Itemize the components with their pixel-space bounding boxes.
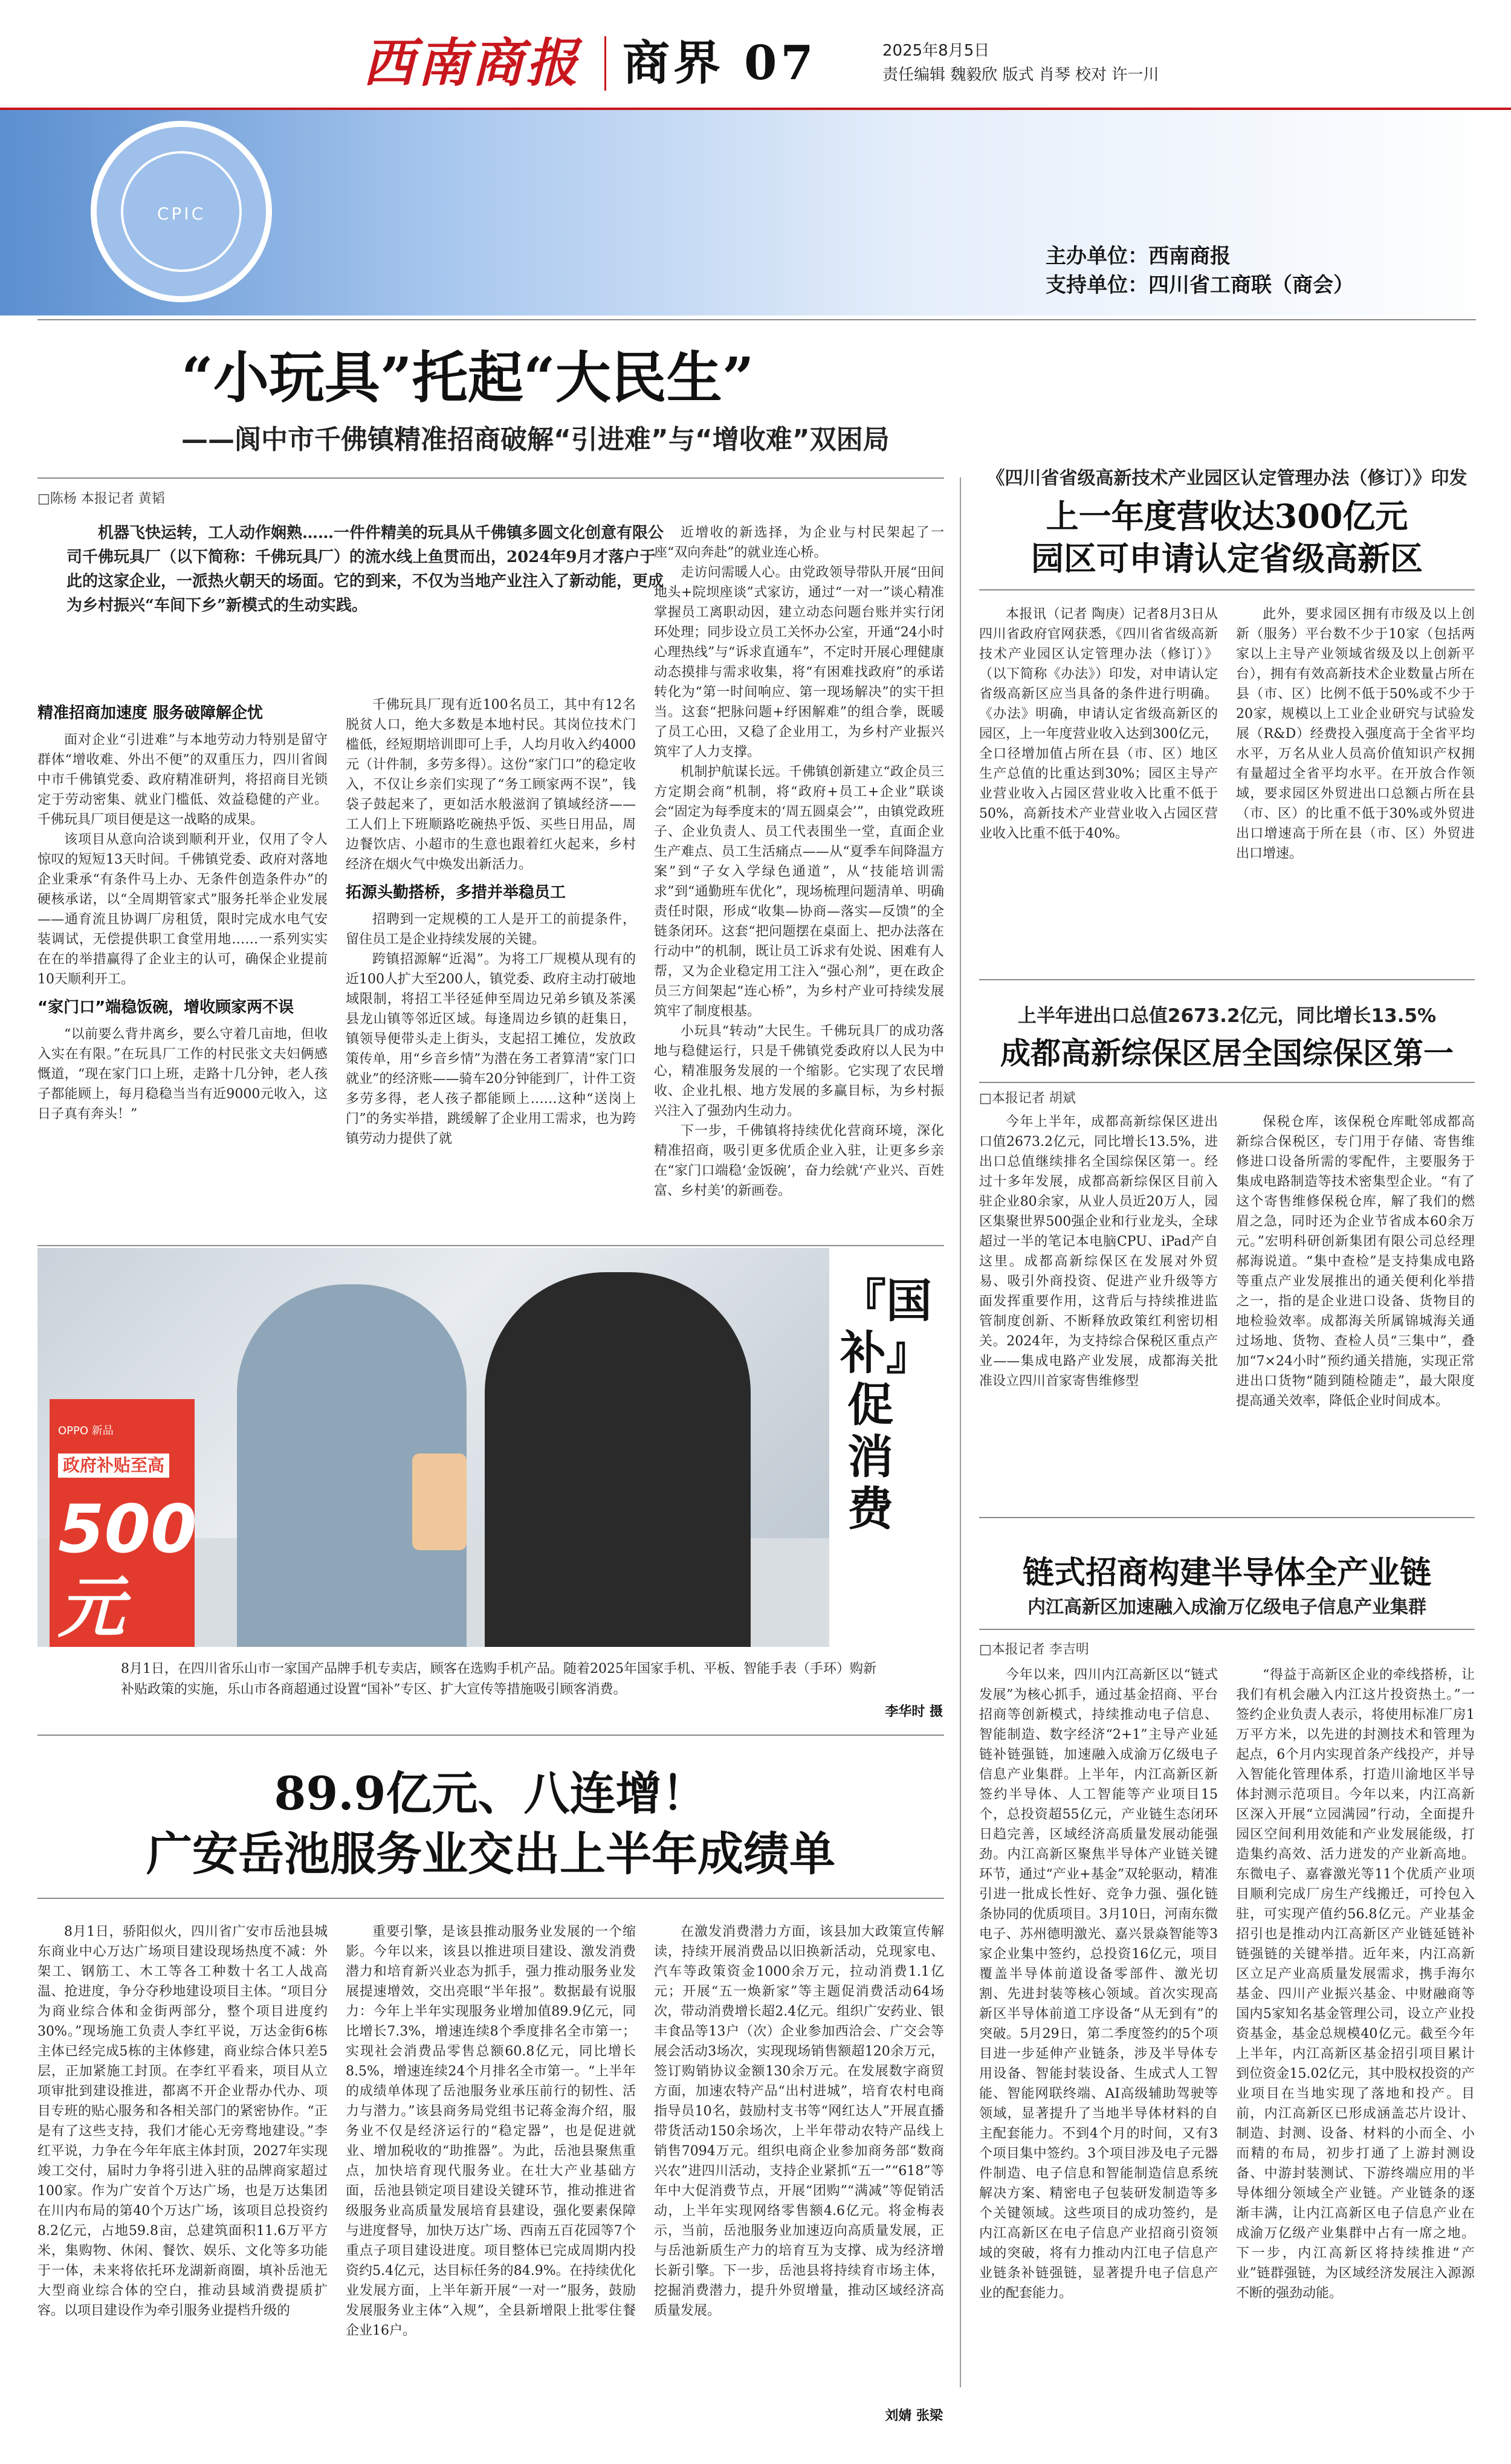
main-paragraph: 该项目从意向洽谈到顺利开业，仅用了令人惊叹的短短13天时间。千佛镇党委、政府对落地企业秉承“有条件马上办、无条件创造条件办”的硬核承诺，以“全周期管家式”服务托举企业发展——通育流且协调厂房租赁，限时完成水电气安装调试，无偿提供职工食堂用地……一系列实实在在的举措赢得了企业主的认可，确保企业提前10天顺利开工。	[37, 832, 328, 987]
main-paragraph: 面对企业“引进难”与本地劳动力特别是留守群体“增收难、外出不便”的双重压力，四川省阆中市千佛镇党委、政府精准研判，将招商目光锁定于劳动密集、就业门槛低、效益稳健的产业。千佛玩具厂项目便是这一战略的成果。	[37, 732, 328, 827]
guangan-column-1	[37, 1922, 328, 2442]
neijiang-column-1	[979, 1665, 1218, 2439]
main-headline-rule	[37, 477, 944, 479]
gaoxin-headline-1: 上一年度营收达300亿元	[1046, 497, 1408, 535]
customer-figure	[485, 1272, 751, 1647]
main-subheading-2: “家门口”端稳饭碗，增收顾家两不误	[37, 998, 294, 1017]
guangan-paragraph: 重要引擎，是该县推动服务业发展的一个缩影。今年以来，该县以推进项目建设、激发消费潜力和培育新兴业态为抓手，强力推动服务业发展提速增效，交出亮眼“半年报”。数据最有说服力：今年上半年实现服务业增加值89.9亿元，同比增长7.3%，增速连续8个季度排名全市第一；实现社会消费品零售总额60.8亿元，同比增长8.5%，增速连续24个月排名全市第一。“上半年的成绩单体现了岳池服务业承压前行的韧性、活力与潜力。”该县商务局党组书记蒋金海介绍，服务业不仅是经济运行的“稳定器”，也是促进就业、增加税收的“助推器”。为此，岳池县聚焦重点，加快培育现代服务业。在壮大产业基础方面，岳池县锁定项目建设关键环节，推动推进省级服务业高质量发展培育县建设，强化要素保障与进度督导，加快万达广场、西南五百花园等7个重点子项目建设进度。项目整体已完成周期内投资约5.4亿元，达目标任务的84.9%。在持续优化业发展方面，上半年新开展“一对一”服务，鼓励发展服务业主体“入规”，全县新增限上批零住餐企业16户。	[346, 1924, 636, 2338]
main-column-2	[346, 695, 636, 1239]
main-subheading-3: 拓源头勤搭桥，多措并举稳员工	[346, 884, 566, 902]
guangan-column-2	[346, 1922, 636, 2442]
main-paragraph: 千佛玩具厂现有近100名员工，其中有12名脱贫人口，绝大多数是本地村民。其岗位技术门槛低，经短期培训即可上手，人均月收入约4000元（计件制，多劳多得）。这份“家门口”的稳定收入，不仅让乡亲们实现了“务工顾家两不误”，钱袋子鼓起来了，更如活水般滋润了镇域经济——工人们上下班顺路吃碗热乎饭、买些日用品，周边餐饮店、小超市的生意也跟着红火起来，乡村经济在烟火气中焕发出新活力。	[346, 697, 636, 872]
promo-label: 政府补贴至高	[58, 1454, 169, 1478]
guangan-paragraph: 在激发消费潜力方面，该县加大政策宣传解读，持续开展消费品以旧换新活动，兑现家电、汽车等政策资金1000余万元，拉动消费1.1亿元；开展“五一焕新家”等主题促消费活动64场次，带动消费增长超2.4亿元。组织广安药业、银丰食品等13户（次）企业参加西洽会、广交会等展会活动3场次，实现现场销售额超120余万元，签订购销协议金额130余万元。在发展数字商贸方面，加速农特产品“出村进城”，培育农村电商指导员10名，鼓励村支书等“网红达人”开展直播带货活动150余场次，上半年带动农特产品线上销售7094万元。组织电商企业参加商务部“数商兴农”进四川活动，支持企业紧抓“五一”“618”等年中大促消费节点，开展“团购”“满减”等促销活动，上半年实现网络零售额4.6亿元。将金梅表示，当前，岳池服务业加速迈向高质量发展，正与岳池新质生产力的培育互为支撑、成为经济增长新引擎。下一步，岳池县将持续育市场主体，挖掘消费潜力，提升外贸增量，推动区域经济高质量发展。	[654, 1924, 944, 2318]
masthead-separator	[604, 36, 606, 91]
main-paragraph: 小玩具“转动”大民生。千佛玩具厂的成功落地与稳健运行，只是千佛镇党委政府以人民为中心，精准服务发展的一个缩影。它实现了农民增收、企业扎根、地方发展的多赢目标，为乡村振兴注入了强劲内生动力。	[654, 1024, 944, 1119]
gaoxin-column-1	[979, 604, 1218, 907]
guangan-headline-1: 89.9亿元、八连增！	[274, 1767, 708, 1820]
gaoxin-paragraph: 本报讯（记者 陶庚）记者8月3日从四川省政府官网获悉，《四川省省级高新技术产业园区认定管理办法（修订）》（以下简称《办法》）印发，对申请认定省级高新区应当具备的条件进行明确。《办法》明确，申请认定省级高新区的园区，上一年度营业收入达到300亿元，全口径增加值占所在县（市、区）地区生产总值的比重达到30%；园区主导产业营业收入占园区营业收入比重不低于50%，高新技术产业营业收入占园区营业收入比重不低于40%。	[979, 607, 1218, 841]
main-subheadline: ——阆中市千佛镇精准招商破解“引进难”与“增收难”双困局	[181, 424, 890, 455]
main-paragraph: “以前要么背井离乡，要么守着几亩地，但收入实在有限。”在玩具厂工作的村民张文夫妇俩感慨道，“现在家门口上班，走路十几分钟，老人孩子都能顾上，每月稳稳当当有近9000元收入，这日子真有奔头！”	[37, 1027, 328, 1122]
column-divider	[960, 477, 961, 2387]
guangan-paragraph: 8月1日，骄阳似火，四川省广安市岳池县城东商业中心万达广场项目建设现场热度不减：外架工、钢筋工、木工等各工种数十名工人战高温、抢进度，争分夺秒地建设项目主体。“项目分为商业综合体和金街两部分，整个项目进度约30%。”现场施工负责人李红平说，万达金街6栋主体已经完成5栋的主体修建，商业综合体只差5层，正加紧施工封顶。在李红平看来，项目从立项审批到建设推进，都离不开企业帮办代办、项目专班的贴心服务和各相关部门的紧密协作。“正是有了这些支持，我们才能心无旁骛地建设。”李红平说，力争在今年年底主体封顶，2027年实现竣工交付，届时力争将引进入驻的品牌商家超过100家。作为广安首个万达广场，也是万达集团在川内布局的第40个万达广场，该项目总投资约8.2亿元，占地59.8亩，总建筑面积11.6万平方米，集购物、休闲、餐饮、娱乐、文化等多功能于一体，未来将依托环龙湖新商圈，填补岳池无大型商业综合体的空白，推动县域消费提质扩容。以项目建设作为牵引服务业提档升级的	[37, 1924, 328, 2318]
neijiang-headline: 链式招商构建半导体全产业链	[1022, 1554, 1431, 1591]
neijiang-byline: □本报记者 李吉明	[979, 1642, 1089, 1657]
photo-top-rule	[37, 1245, 944, 1246]
main-headline: “小玩具”托起“大民生”	[181, 345, 754, 410]
chengdu-column-2	[1236, 1112, 1475, 1487]
section-rule	[979, 1517, 1475, 1518]
chengdu-byline: □本报记者 胡斌	[979, 1091, 1076, 1106]
main-paragraph: 走访问需暖人心。由党政领导带队开展“田间地头+院坝座谈”式家访，通过“一对一”谈心精准掌握员工离职动因，建立动态问题台账并实行闭环处理；同步设立员工关怀办公室，开通“24小时心理热线”与“诉求直通车”，不定时开展心理健康动态摸排与需求收集，将“有困难找政府”的承诺转化为“第一时间响应、第一现场解决”的实干担当。这套“把脉问题+纾困解难”的组合拳，既暖了员工心田，又稳了企业用工，为乡村产业振兴筑牢了人力支撑。	[654, 565, 944, 760]
section-name: 商界 07	[623, 36, 817, 91]
gaoxin-column-2	[1236, 604, 1475, 907]
main-subheading-1: 精准招商加速度 服务破障解企忧	[37, 704, 264, 722]
chengdu-column-1	[979, 1112, 1218, 1487]
emblem-text: CPIC	[121, 151, 242, 272]
main-paragraph: 下一步，千佛镇将持续优化营商环境，深化精准招商，吸引更多优质企业入驻，让更多乡亲在“家门口端稳‘金饭碗’，奋力绘就‘产业兴、百姓富、乡村美’的新画卷。	[654, 1124, 944, 1198]
sponsor-support: 支持单位：四川省工商联（商会）	[1046, 273, 1354, 297]
photo-vertical-title: 『国补』促消费	[840, 1274, 932, 1536]
photo-credit: 李华时 摄	[885, 1704, 943, 1719]
news-photo	[37, 1248, 829, 1647]
main-paragraph: 招聘到一定规模的工人是开工的前提条件，留住员工是企业持续发展的关键。	[346, 912, 636, 947]
chengdu-paragraph: 今年上半年，成都高新综保区进出口值2673.2亿元，同比增长13.5%，进出口总值继续排名全国综保区第一。经过十多年发展，成都高新综保区目前入驻企业80余家，从业人员近20万人，园区集聚世界500强企业和行业龙头，全球超过一半的笔记本电脑CPU、iPad产自这里。成都高新综保区在发展对外贸易、吸引外商投资、促进产业升级等方面发挥重要作用，这背后与持续推进监管制度创新、不断释放政策红利密切相关。2024年，为支持综合保税区重点产业——集成电路产业发展，成都海关批准设立四川首家寄售维修型	[979, 1114, 1218, 1389]
issue-date: 2025年8月5日	[882, 42, 990, 60]
promo-sign	[50, 1399, 195, 1647]
newspaper-logo: 西南商报	[363, 33, 580, 94]
section-rule	[979, 979, 1475, 980]
chengdu-paragraph: 保税仓库，该保税仓库毗邻成都高新综合保税区，专门用于存储、寄售维修进口设备所需的零配件，主要服务于集成电路制造等技术密集型企业。“有了这个寄售维修保税仓库，解了我们的燃眉之急，同时还为企业节省成本60余万元。”宏明科研创新集团有限公司总经理郝海说道。“集中查检”是支持集成电路等重点产业发展推出的通关便利化举措之一，指的是企业进口设备、货物目的地检验效率。成都海关所属锦城海关通过场地、货物、查检人员“三集中”，叠加“7×24小时”预约通关措施，实现正常进出口货物“随到随检随走”，最大限度提高通关效率，降低企业时间成本。	[1236, 1114, 1475, 1409]
editor-credits: 责任编辑 魏毅欣 版式 肖琴 校对 许一川	[882, 66, 1159, 84]
main-column-3	[654, 523, 944, 1239]
main-paragraph: 机制护航谋长远。千佛镇创新建立“政企员三方定期会商”机制，将“政府+员工+企业”联谈会“固定为每季度末的‘周五圆桌会’”，由镇党政班子、企业负责人、员工代表围坐一堂，直面企业生产难点、员工生活痛点——从“夏季车间降温方案”到“子女入学绿色通道”，从“技能培训需求”到“通勤班车优化”，现场梳理问题清单、明确责任时限，形成“收集—协商—落实—反馈”的全链条闭环。这套“把问题摆在桌面上、把办法落在行动中”的机制，既让员工诉求有处说、困难有人帮，又为企业稳定用工注入“强心剂”，更在政企员三方间架起“连心桥”，为乡村产业可持续发展筑牢了制度根基。	[654, 765, 944, 1019]
promo-brand: OPPO 新品	[58, 1424, 114, 1437]
guangan-headline-2: 广安岳池服务业交出上半年成绩单	[146, 1827, 835, 1881]
main-byline: □陈杨 本报记者 黄韬	[37, 491, 165, 506]
photo-bottom-rule	[37, 1735, 944, 1736]
neijiang-rule	[979, 1629, 1475, 1630]
photo-caption	[121, 1659, 882, 1700]
promo-amount: 500元	[58, 1490, 197, 1646]
chengdu-kicker: 上半年进出口总值2673.2亿元，同比增长13.5%	[1017, 1005, 1437, 1027]
banner-rule	[37, 319, 1476, 320]
guangan-credit: 刘婧 张梁	[885, 2408, 943, 2424]
gaoxin-kicker: 《四川省省级高新技术产业园区认定管理办法（修订）》印发	[986, 468, 1467, 489]
sponsor-host: 主办单位：西南商报	[1046, 244, 1231, 268]
smartphone-icon	[412, 1454, 467, 1550]
neijiang-column-2	[1236, 1665, 1475, 2439]
gaoxin-paragraph: 此外，要求园区拥有市级及以上创新（服务）平台数不少于10家（包括两家以上主导产业领域省级及以上创新平台），拥有有效高新技术企业数量占所在县（市、区）比例不低于50%或不少于20家，规模以上工业企业研究与试验发展（R&D）经费投入强度高于全省平均水平，万名从业人员高价值知识产权拥有量超过全省平均水平。在开放合作领域，要求园区外贸进出口总额占所在县（市、区）的比重不低于30%或外贸进出口增速高于所在县（市、区）外贸进出口增速。	[1236, 607, 1475, 861]
neijiang-subheadline: 内江高新区加速融入成渝万亿级电子信息产业集群	[1027, 1597, 1426, 1618]
gaoxin-rule	[979, 589, 1475, 590]
guangan-column-3	[654, 1922, 944, 2393]
main-lead: 机器飞快运转，工人动作娴熟……一件件精美的玩具从千佛镇多圆文化创意有限公司千佛玩具厂（以下简称：千佛玩具厂）的流水线上鱼贯而出，2024年9月才落户于此的这家企业，一派热火朝天的场面。它的到来，不仅为当地产业注入了新动能，更成为乡村振兴“车间下乡”新模式的生动实践。	[66, 524, 664, 615]
chengdu-rule	[979, 1082, 1475, 1083]
main-paragraph: 跨镇招源解“近渴”。为将工厂规模从现有的近100人扩大至200人，镇党委、政府主动打破地域限制，将招工半径延伸至周边兄弟乡镇及茶溪县龙山镇等邻近区域。每逢周边乡镇的赶集日，镇领导便带头走上街头，支起招工摊位，发放政策传单，用“乡音乡情”为潜在务工者算清“家门口就业”的经济账——骑车20分钟能到厂，计件工资多劳多得，老人孩子都能顾上……这种“送岗上门”的务实举措，跳缓解了企业用工需求，也为跨镇劳动力提供了就	[346, 952, 636, 1146]
chengdu-headline: 成都高新综保区居全国综保区第一	[1000, 1035, 1454, 1071]
neijiang-paragraph: “得益于高新区企业的牵线搭桥，让我们有机会融入内江这片投资热土。”一签约企业负责人表示，将使用标准厂房1万平方米，以先进的封测技术和管理为起点，6个月内实现首条产线投产，并导入智能化管理体系，打造川渝地区半导体封测示范项目。今年以来，内江高新区深入开展“立园满园”行动，全面提升园区空间利用效能和产业发展能级，打造集约高效、活力迸发的产业新高地。东微电子、嘉睿激光等11个优质产业项目顺利完成厂房生产线搬迁，可拎包入驻，可实现产值约56.8亿元。产业基金招引也是推动内江高新区产业链延链补链强链的关键举措。近年来，内江高新区立足产业高质量发展需求，携手海尔基金、四川产业振兴基金、中财融商等国内5家知名基金管理公司，设立产业投资基金，基金总规模40亿元。截至今年上半年，内江高新区基金招引项目累计到位资金15.02亿元，其中股权投资的产业项目在当地实现了落地和投产。目前，内江高新区已形成涵盖芯片设计、制造、封测、设备、材料的小而全、小而精的布局，初步打通了上游封测设备、中游封装测试、下游终端应用的半导体细分领域全产业链。产业链条的逐渐丰满，让内江高新区电子信息产业在成渝万亿级产业集群中占有一席之地。下一步，内江高新区将持续推进“产业”链群强链，为区域经济发展注入源源不断的强劲动能。	[1236, 1667, 1475, 2301]
gaoxin-headline-2: 园区可申请认定省级高新区	[1031, 539, 1423, 578]
guangan-rule	[37, 1898, 944, 1899]
caption-text: 8月1日，在四川省乐山市一家国产品牌手机专卖店，顾客在选购手机产品。随着2025年国家手机、平板、智能手表（手环）购新补贴政策的实施，乐山市各商超通过设置“国补”专区、扩大宣传等措施吸引顾客消费。	[121, 1661, 876, 1697]
main-column-1	[37, 695, 328, 1239]
masthead-meta	[882, 39, 1306, 87]
sponsor-block	[1046, 242, 1354, 300]
neijiang-paragraph: 今年以来，四川内江高新区以“链式发展”为核心抓手，通过基金招商、平台招商等创新模式，持续推动电子信息、智能制造、数字经济“2+1”主导产业延链补链强链，加速融入成渝万亿级电子信息产业集群。上半年，内江高新区新签约半导体、人工智能等产业项目15个，总投资超55亿元，产业链生态闭环日趋完善，区域经济高质量发展动能强劲。内江高新区聚焦半导体产业链关键环节，通过“产业+基金”双轮驱动，精准引进一批成长性好、竞争力强、强化链条协同的优质项目。3月10日，河南东微电子、苏州德明激光、嘉兴景焱智能等3家企业集中签约，总投资16亿元，项目覆盖半导体前道设备零部件、激光切割、先进封装等核心领域。首次实现高新区半导体前道工序设备“从无到有”的突破。5月29日，第二季度签约的5个项目进一步延伸产业链条，涉及半导体专用设备、智能封装设备、生成式人工智能、智能网联终端、AI高级辅助驾驶等领域，显著提升了当地半导体材料的自主配套能力。不到4个月的时间，又有3个项目集中签约。3个项目涉及电子元器件制造、电子信息和智能制造信息系统解决方案、精密电子包装研发制造等多个关键领域。这些项目的成功签约，是内江高新区在电子信息产业招商引资领域的突破，将有力推动内江电子信息产业链条补链强链，显著提升电子信息产业的配套能力。	[979, 1667, 1218, 2301]
main-paragraph: 近增收的新选择，为企业与村民架起了一座“双向奔赴”的就业连心桥。	[654, 525, 944, 560]
